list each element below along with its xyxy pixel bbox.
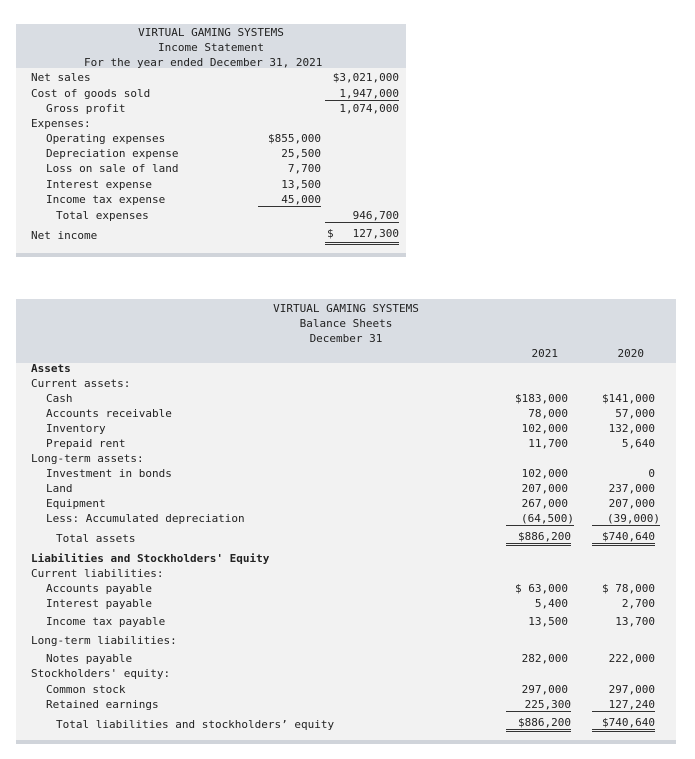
expense-label: Interest expense [46, 178, 152, 191]
cogs-value: 1,947,000 [325, 87, 399, 101]
row-value-2020: 132,000 [608, 422, 655, 435]
current-assets-heading: Current assets: [31, 377, 131, 390]
row-value-2020: 2,700 [621, 597, 655, 610]
row-value-2021: $ 63,000 [515, 582, 568, 595]
row-value-2020: $ 78,000 [602, 582, 655, 595]
row-label: Land [46, 482, 73, 495]
row-value-2020: $141,000 [602, 392, 655, 405]
row-label: Inventory [46, 422, 106, 435]
row-value-2021: 11,700 [528, 437, 568, 450]
net-sales-label: Net sales [31, 71, 91, 84]
expense-label: Operating expenses [46, 132, 166, 145]
expense-value: 25,500 [281, 147, 321, 160]
row-label: Income tax payable [46, 615, 166, 628]
row-label: Cash [46, 392, 73, 405]
net-sales-value: $3,021,000 [332, 71, 399, 84]
balance-title-statement: Balance Sheets [299, 317, 393, 330]
income-title-statement: Income Statement [158, 41, 264, 54]
row-value-2020: 0 [648, 467, 655, 480]
row-label: Less: Accumulated depreciation [46, 512, 245, 525]
row-value-2021: 102,000 [521, 422, 568, 435]
row-label: Accounts payable [46, 582, 152, 595]
row-value-2020: 207,000 [608, 497, 655, 510]
balance-title-date: December 31 [309, 332, 383, 345]
row-label: Common stock [46, 683, 126, 696]
notes-payable-label: Notes payable [46, 652, 133, 665]
row-value-2020: 127,240 [592, 698, 655, 712]
row-value-2020: 5,640 [621, 437, 655, 450]
row-label: Prepaid rent [46, 437, 126, 450]
cogs-label: Cost of goods sold [31, 87, 151, 100]
expense-label: Loss on sale of land [46, 162, 179, 175]
row-value-2021: (64,500) [506, 512, 574, 526]
column-header-2020: 2020 [617, 347, 644, 360]
total-liabilities-equity-label: Total liabilities and stockholders’ equity [56, 718, 335, 731]
assets-heading: Assets [31, 362, 71, 375]
net-income-label: Net income [31, 229, 98, 242]
notes-payable-2021: 282,000 [521, 652, 568, 665]
row-value-2021: $183,000 [515, 392, 568, 405]
current-liabilities-heading: Current liabilities: [31, 567, 164, 580]
total-expenses-value: 946,700 [325, 209, 399, 223]
row-value-2021: 78,000 [528, 407, 568, 420]
total-expenses-label: Total expenses [56, 209, 149, 222]
row-label: Interest payable [46, 597, 152, 610]
net-income-value: 127,300 [352, 227, 399, 240]
row-value-2020: 13,700 [615, 615, 655, 628]
row-value-2021: 267,000 [521, 497, 568, 510]
row-value-2021: 102,000 [521, 467, 568, 480]
row-value-2020: (39,000) [592, 512, 660, 526]
row-value-2021: 297,000 [521, 683, 568, 696]
expense-label: Income tax expense [46, 193, 166, 206]
row-value-2021: 13,500 [528, 615, 568, 628]
income-title-period: For the year ended December 31, 2021 [84, 56, 323, 69]
total-assets-2020: $740,640 [592, 530, 655, 546]
row-label: Retained earnings [46, 698, 159, 711]
total-liabilities-equity-2020: $740,640 [592, 716, 655, 732]
column-header-2021: 2021 [531, 347, 558, 360]
long-term-liabilities-heading: Long-term liabilities: [31, 634, 177, 647]
net-income-dollar: $ [327, 227, 334, 240]
row-value-2021: 5,400 [534, 597, 568, 610]
income-title-company: VIRTUAL GAMING SYSTEMS [138, 26, 284, 39]
row-value-2021: 225,300 [506, 698, 571, 712]
total-assets-label: Total assets [56, 532, 136, 545]
row-value-2020: 297,000 [608, 683, 655, 696]
row-value-2020: 57,000 [615, 407, 655, 420]
total-liabilities-equity-2021: $886,200 [506, 716, 571, 732]
expenses-label: Expenses: [31, 117, 91, 130]
expense-value: 45,000 [258, 193, 321, 207]
expense-value: $855,000 [268, 132, 321, 145]
notes-payable-2020: 222,000 [608, 652, 655, 665]
balance-title-company: VIRTUAL GAMING SYSTEMS [273, 302, 419, 315]
row-value-2020: 237,000 [608, 482, 655, 495]
liabilities-equity-heading: Liabilities and Stockholders' Equity [31, 552, 270, 565]
gross-profit-label: Gross profit [46, 102, 126, 115]
row-label: Investment in bonds [46, 467, 172, 480]
row-label: Accounts receivable [46, 407, 172, 420]
row-value-2021: 207,000 [521, 482, 568, 495]
expense-value: 13,500 [281, 178, 321, 191]
total-assets-2021: $886,200 [506, 530, 571, 546]
gross-profit-value: 1,074,000 [339, 102, 399, 115]
stockholders-equity-heading: Stockholders' equity: [31, 667, 171, 680]
row-label: Equipment [46, 497, 106, 510]
long-term-assets-heading: Long-term assets: [31, 452, 144, 465]
expense-label: Depreciation expense [46, 147, 179, 160]
expense-value: 7,700 [287, 162, 321, 175]
